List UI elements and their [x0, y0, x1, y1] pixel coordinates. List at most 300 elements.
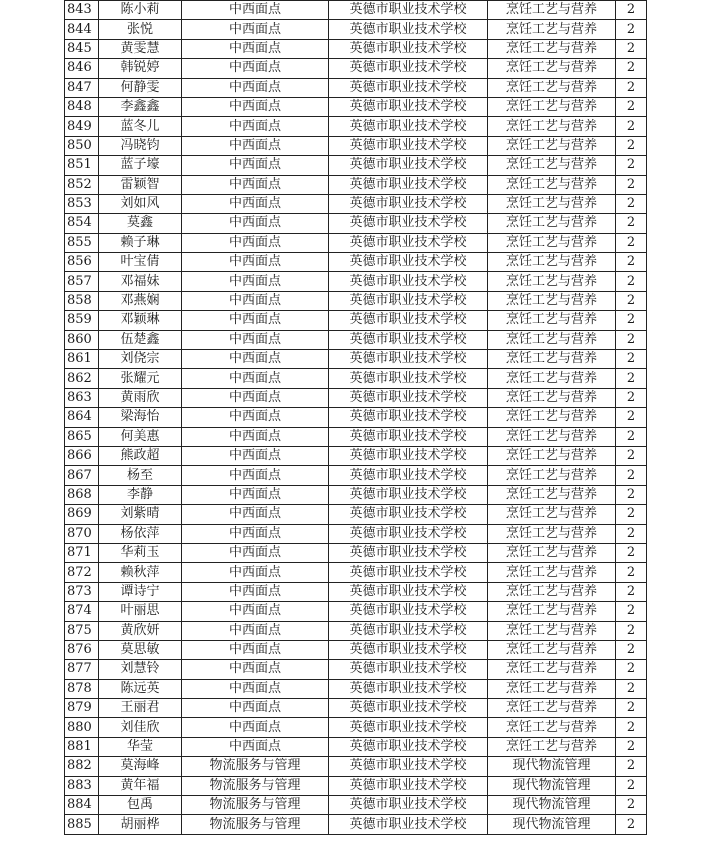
school-cell: 英德市职业技术学校 [329, 253, 488, 272]
major-cell: 中西面点 [182, 427, 329, 446]
count-cell: 2 [616, 582, 647, 601]
row-number-cell: 870 [65, 524, 99, 543]
major-cell: 中西面点 [182, 1, 329, 20]
student-name-cell: 熊政超 [99, 446, 182, 465]
row-number-cell: 853 [65, 194, 99, 213]
count-cell: 2 [616, 505, 647, 524]
row-number-cell: 869 [65, 505, 99, 524]
table-row [65, 621, 647, 640]
school-cell: 英德市职业技术学校 [329, 20, 488, 39]
row-number-cell: 859 [65, 311, 99, 330]
student-name-cell: 梁海怡 [99, 408, 182, 427]
category-cell: 烹饪工艺与营养 [488, 233, 616, 252]
category-cell: 烹饪工艺与营养 [488, 679, 616, 698]
table-row [65, 369, 647, 388]
count-cell: 2 [616, 563, 647, 582]
student-name-cell: 伍楚鑫 [99, 330, 182, 349]
category-cell: 烹饪工艺与营养 [488, 59, 616, 78]
school-cell: 英德市职业技术学校 [329, 602, 488, 621]
school-cell: 英德市职业技术学校 [329, 388, 488, 407]
major-cell: 中西面点 [182, 582, 329, 601]
count-cell: 2 [616, 330, 647, 349]
school-cell: 英德市职业技术学校 [329, 640, 488, 659]
category-cell: 烹饪工艺与营养 [488, 427, 616, 446]
table-row [65, 233, 647, 252]
table-row [65, 408, 647, 427]
major-cell: 中西面点 [182, 136, 329, 155]
row-number-cell: 862 [65, 369, 99, 388]
category-cell: 烹饪工艺与营养 [488, 582, 616, 601]
major-cell: 中西面点 [182, 602, 329, 621]
major-cell: 中西面点 [182, 78, 329, 97]
row-number-cell: 856 [65, 253, 99, 272]
table-row [65, 524, 647, 543]
student-name-cell: 莫海峰 [99, 757, 182, 776]
row-number-cell: 876 [65, 640, 99, 659]
count-cell: 2 [616, 427, 647, 446]
student-name-cell: 叶丽思 [99, 602, 182, 621]
table-row [65, 699, 647, 718]
row-number-cell: 871 [65, 543, 99, 562]
row-number-cell: 868 [65, 485, 99, 504]
major-cell: 中西面点 [182, 59, 329, 78]
school-cell: 英德市职业技术学校 [329, 97, 488, 116]
table-row [65, 427, 647, 446]
table-row [65, 214, 647, 233]
major-cell: 中西面点 [182, 233, 329, 252]
row-number-cell: 845 [65, 39, 99, 58]
school-cell: 英德市职业技术学校 [329, 330, 488, 349]
student-name-cell: 冯晓钧 [99, 136, 182, 155]
table-row [65, 563, 647, 582]
table-row [65, 59, 647, 78]
table-row [65, 757, 647, 776]
row-number-cell: 878 [65, 679, 99, 698]
major-cell: 中西面点 [182, 485, 329, 504]
category-cell: 烹饪工艺与营养 [488, 446, 616, 465]
major-cell: 中西面点 [182, 699, 329, 718]
school-cell: 英德市职业技术学校 [329, 194, 488, 213]
student-name-cell: 蓝冬儿 [99, 117, 182, 136]
count-cell: 2 [616, 156, 647, 175]
count-cell: 2 [616, 272, 647, 291]
category-cell: 烹饪工艺与营养 [488, 699, 616, 718]
category-cell: 烹饪工艺与营养 [488, 253, 616, 272]
table-row [65, 718, 647, 737]
category-cell: 烹饪工艺与营养 [488, 718, 616, 737]
category-cell: 烹饪工艺与营养 [488, 20, 616, 39]
category-cell: 烹饪工艺与营养 [488, 175, 616, 194]
student-name-cell: 刘侥宗 [99, 350, 182, 369]
row-number-cell: 879 [65, 699, 99, 718]
count-cell: 2 [616, 543, 647, 562]
category-cell: 烹饪工艺与营养 [488, 311, 616, 330]
table-row [65, 1, 647, 20]
table-row [65, 156, 647, 175]
table-row [65, 311, 647, 330]
school-cell: 英德市职业技术学校 [329, 1, 488, 20]
category-cell: 烹饪工艺与营养 [488, 194, 616, 213]
student-name-cell: 包禹 [99, 796, 182, 815]
category-cell: 烹饪工艺与营养 [488, 485, 616, 504]
major-cell: 中西面点 [182, 20, 329, 39]
row-number-cell: 867 [65, 466, 99, 485]
student-name-cell: 黄雯慧 [99, 39, 182, 58]
row-number-cell: 848 [65, 97, 99, 116]
school-cell: 英德市职业技术学校 [329, 524, 488, 543]
school-cell: 英德市职业技术学校 [329, 815, 488, 834]
table-row [65, 582, 647, 601]
major-cell: 中西面点 [182, 253, 329, 272]
major-cell: 中西面点 [182, 543, 329, 562]
major-cell: 中西面点 [182, 679, 329, 698]
table-row [65, 291, 647, 310]
school-cell: 英德市职业技术学校 [329, 117, 488, 136]
major-cell: 中西面点 [182, 194, 329, 213]
school-cell: 英德市职业技术学校 [329, 485, 488, 504]
count-cell: 2 [616, 369, 647, 388]
category-cell: 烹饪工艺与营养 [488, 156, 616, 175]
category-cell: 烹饪工艺与营养 [488, 214, 616, 233]
student-name-cell: 华莹 [99, 737, 182, 756]
student-name-cell: 叶宝倩 [99, 253, 182, 272]
school-cell: 英德市职业技术学校 [329, 59, 488, 78]
student-name-cell: 胡丽桦 [99, 815, 182, 834]
category-cell: 烹饪工艺与营养 [488, 543, 616, 562]
table-row [65, 776, 647, 795]
table-row [65, 175, 647, 194]
major-cell: 中西面点 [182, 640, 329, 659]
category-cell: 烹饪工艺与营养 [488, 602, 616, 621]
count-cell: 2 [616, 39, 647, 58]
student-name-cell: 何静雯 [99, 78, 182, 97]
table-row [65, 117, 647, 136]
row-number-cell: 852 [65, 175, 99, 194]
school-cell: 英德市职业技术学校 [329, 718, 488, 737]
count-cell: 2 [616, 194, 647, 213]
student-name-cell: 邓燕娴 [99, 291, 182, 310]
row-number-cell: 866 [65, 446, 99, 465]
student-name-cell: 邓福妹 [99, 272, 182, 291]
count-cell: 2 [616, 233, 647, 252]
count-cell: 2 [616, 796, 647, 815]
count-cell: 2 [616, 78, 647, 97]
table-row [65, 350, 647, 369]
student-name-cell: 邓颖琳 [99, 311, 182, 330]
table-row [65, 815, 647, 834]
row-number-cell: 885 [65, 815, 99, 834]
category-cell: 烹饪工艺与营养 [488, 640, 616, 659]
count-cell: 2 [616, 214, 647, 233]
student-name-cell: 张悦 [99, 20, 182, 39]
major-cell: 中西面点 [182, 737, 329, 756]
major-cell: 中西面点 [182, 117, 329, 136]
major-cell: 中西面点 [182, 39, 329, 58]
major-cell: 中西面点 [182, 330, 329, 349]
row-number-cell: 863 [65, 388, 99, 407]
count-cell: 2 [616, 660, 647, 679]
row-number-cell: 861 [65, 350, 99, 369]
school-cell: 英德市职业技术学校 [329, 796, 488, 815]
count-cell: 2 [616, 97, 647, 116]
category-cell: 烹饪工艺与营养 [488, 466, 616, 485]
row-number-cell: 865 [65, 427, 99, 446]
row-number-cell: 882 [65, 757, 99, 776]
student-name-cell: 赖秋萍 [99, 563, 182, 582]
count-cell: 2 [616, 737, 647, 756]
category-cell: 现代物流管理 [488, 815, 616, 834]
student-name-cell: 陈远英 [99, 679, 182, 698]
count-cell: 2 [616, 1, 647, 20]
count-cell: 2 [616, 408, 647, 427]
category-cell: 烹饪工艺与营养 [488, 97, 616, 116]
category-cell: 现代物流管理 [488, 796, 616, 815]
row-number-cell: 860 [65, 330, 99, 349]
school-cell: 英德市职业技术学校 [329, 136, 488, 155]
school-cell: 英德市职业技术学校 [329, 543, 488, 562]
school-cell: 英德市职业技术学校 [329, 737, 488, 756]
count-cell: 2 [616, 640, 647, 659]
count-cell: 2 [616, 350, 647, 369]
category-cell: 烹饪工艺与营养 [488, 505, 616, 524]
student-name-cell: 刘慧铃 [99, 660, 182, 679]
school-cell: 英德市职业技术学校 [329, 272, 488, 291]
category-cell: 烹饪工艺与营养 [488, 660, 616, 679]
student-name-cell: 谭诗宁 [99, 582, 182, 601]
major-cell: 中西面点 [182, 563, 329, 582]
row-number-cell: 880 [65, 718, 99, 737]
count-cell: 2 [616, 59, 647, 78]
student-name-cell: 李静 [99, 485, 182, 504]
major-cell: 中西面点 [182, 272, 329, 291]
count-cell: 2 [616, 20, 647, 39]
count-cell: 2 [616, 679, 647, 698]
school-cell: 英德市职业技术学校 [329, 156, 488, 175]
student-name-cell: 莫思敏 [99, 640, 182, 659]
major-cell: 中西面点 [182, 621, 329, 640]
student-name-cell: 杨依萍 [99, 524, 182, 543]
table-row [65, 194, 647, 213]
major-cell: 中西面点 [182, 505, 329, 524]
school-cell: 英德市职业技术学校 [329, 350, 488, 369]
table-row [65, 640, 647, 659]
category-cell: 烹饪工艺与营养 [488, 291, 616, 310]
student-name-cell: 雷颖智 [99, 175, 182, 194]
category-cell: 烹饪工艺与营养 [488, 563, 616, 582]
category-cell: 烹饪工艺与营养 [488, 621, 616, 640]
school-cell: 英德市职业技术学校 [329, 446, 488, 465]
major-cell: 物流服务与管理 [182, 757, 329, 776]
school-cell: 英德市职业技术学校 [329, 233, 488, 252]
table-row [65, 505, 647, 524]
student-name-cell: 张耀元 [99, 369, 182, 388]
school-cell: 英德市职业技术学校 [329, 175, 488, 194]
row-number-cell: 875 [65, 621, 99, 640]
school-cell: 英德市职业技术学校 [329, 369, 488, 388]
category-cell: 烹饪工艺与营养 [488, 272, 616, 291]
table-row [65, 388, 647, 407]
table-row [65, 485, 647, 504]
major-cell: 中西面点 [182, 291, 329, 310]
major-cell: 中西面点 [182, 446, 329, 465]
row-number-cell: 873 [65, 582, 99, 601]
major-cell: 物流服务与管理 [182, 796, 329, 815]
table-row [65, 737, 647, 756]
count-cell: 2 [616, 699, 647, 718]
major-cell: 中西面点 [182, 214, 329, 233]
row-number-cell: 854 [65, 214, 99, 233]
student-name-cell: 黄年福 [99, 776, 182, 795]
count-cell: 2 [616, 291, 647, 310]
count-cell: 2 [616, 485, 647, 504]
student-table [64, 0, 647, 835]
major-cell: 中西面点 [182, 369, 329, 388]
category-cell: 烹饪工艺与营养 [488, 350, 616, 369]
school-cell: 英德市职业技术学校 [329, 582, 488, 601]
school-cell: 英德市职业技术学校 [329, 699, 488, 718]
count-cell: 2 [616, 602, 647, 621]
school-cell: 英德市职业技术学校 [329, 78, 488, 97]
count-cell: 2 [616, 621, 647, 640]
school-cell: 英德市职业技术学校 [329, 408, 488, 427]
count-cell: 2 [616, 466, 647, 485]
row-number-cell: 884 [65, 796, 99, 815]
row-number-cell: 872 [65, 563, 99, 582]
school-cell: 英德市职业技术学校 [329, 505, 488, 524]
count-cell: 2 [616, 175, 647, 194]
school-cell: 英德市职业技术学校 [329, 39, 488, 58]
student-name-cell: 蓝子壕 [99, 156, 182, 175]
count-cell: 2 [616, 776, 647, 795]
major-cell: 中西面点 [182, 408, 329, 427]
student-name-cell: 黄欣妍 [99, 621, 182, 640]
school-cell: 英德市职业技术学校 [329, 776, 488, 795]
major-cell: 中西面点 [182, 660, 329, 679]
student-name-cell: 陈小莉 [99, 1, 182, 20]
school-cell: 英德市职业技术学校 [329, 563, 488, 582]
row-number-cell: 858 [65, 291, 99, 310]
table-row [65, 136, 647, 155]
table-body [65, 1, 647, 835]
count-cell: 2 [616, 311, 647, 330]
category-cell: 烹饪工艺与营养 [488, 388, 616, 407]
table-row [65, 39, 647, 58]
table-row [65, 543, 647, 562]
count-cell: 2 [616, 524, 647, 543]
row-number-cell: 864 [65, 408, 99, 427]
category-cell: 现代物流管理 [488, 776, 616, 795]
row-number-cell: 846 [65, 59, 99, 78]
table-row [65, 272, 647, 291]
major-cell: 中西面点 [182, 156, 329, 175]
school-cell: 英德市职业技术学校 [329, 660, 488, 679]
table-row [65, 679, 647, 698]
major-cell: 中西面点 [182, 311, 329, 330]
row-number-cell: 843 [65, 1, 99, 20]
school-cell: 英德市职业技术学校 [329, 679, 488, 698]
category-cell: 烹饪工艺与营养 [488, 39, 616, 58]
count-cell: 2 [616, 446, 647, 465]
student-name-cell: 何美惠 [99, 427, 182, 446]
category-cell: 烹饪工艺与营养 [488, 408, 616, 427]
table-row [65, 253, 647, 272]
school-cell: 英德市职业技术学校 [329, 621, 488, 640]
major-cell: 中西面点 [182, 388, 329, 407]
major-cell: 物流服务与管理 [182, 815, 329, 834]
school-cell: 英德市职业技术学校 [329, 757, 488, 776]
row-number-cell: 857 [65, 272, 99, 291]
table-row [65, 796, 647, 815]
category-cell: 烹饪工艺与营养 [488, 330, 616, 349]
count-cell: 2 [616, 136, 647, 155]
major-cell: 中西面点 [182, 718, 329, 737]
major-cell: 中西面点 [182, 350, 329, 369]
count-cell: 2 [616, 388, 647, 407]
count-cell: 2 [616, 757, 647, 776]
major-cell: 中西面点 [182, 175, 329, 194]
count-cell: 2 [616, 253, 647, 272]
row-number-cell: 883 [65, 776, 99, 795]
row-number-cell: 851 [65, 156, 99, 175]
major-cell: 中西面点 [182, 97, 329, 116]
student-name-cell: 华莉玉 [99, 543, 182, 562]
table-row [65, 78, 647, 97]
count-cell: 2 [616, 117, 647, 136]
table-row [65, 97, 647, 116]
row-number-cell: 844 [65, 20, 99, 39]
student-name-cell: 王丽君 [99, 699, 182, 718]
school-cell: 英德市职业技术学校 [329, 427, 488, 446]
major-cell: 物流服务与管理 [182, 776, 329, 795]
student-name-cell: 莫鑫 [99, 214, 182, 233]
row-number-cell: 881 [65, 737, 99, 756]
student-name-cell: 韩锐婷 [99, 59, 182, 78]
row-number-cell: 849 [65, 117, 99, 136]
count-cell: 2 [616, 718, 647, 737]
student-name-cell: 杨至 [99, 466, 182, 485]
category-cell: 烹饪工艺与营养 [488, 1, 616, 20]
student-name-cell: 李鑫鑫 [99, 97, 182, 116]
category-cell: 现代物流管理 [488, 757, 616, 776]
student-name-cell: 刘紫晴 [99, 505, 182, 524]
table-row [65, 466, 647, 485]
table-row [65, 20, 647, 39]
school-cell: 英德市职业技术学校 [329, 214, 488, 233]
count-cell: 2 [616, 815, 647, 834]
student-name-cell: 赖子琳 [99, 233, 182, 252]
student-name-cell: 黄雨欣 [99, 388, 182, 407]
student-name-cell: 刘如风 [99, 194, 182, 213]
row-number-cell: 850 [65, 136, 99, 155]
student-name-cell: 刘佳欣 [99, 718, 182, 737]
row-number-cell: 855 [65, 233, 99, 252]
row-number-cell: 847 [65, 78, 99, 97]
category-cell: 烹饪工艺与营养 [488, 524, 616, 543]
category-cell: 烹饪工艺与营养 [488, 136, 616, 155]
table-row [65, 602, 647, 621]
major-cell: 中西面点 [182, 466, 329, 485]
row-number-cell: 877 [65, 660, 99, 679]
school-cell: 英德市职业技术学校 [329, 291, 488, 310]
table-row [65, 330, 647, 349]
row-number-cell: 874 [65, 602, 99, 621]
table-row [65, 446, 647, 465]
major-cell: 中西面点 [182, 524, 329, 543]
category-cell: 烹饪工艺与营养 [488, 369, 616, 388]
table-row [65, 660, 647, 679]
category-cell: 烹饪工艺与营养 [488, 737, 616, 756]
school-cell: 英德市职业技术学校 [329, 311, 488, 330]
